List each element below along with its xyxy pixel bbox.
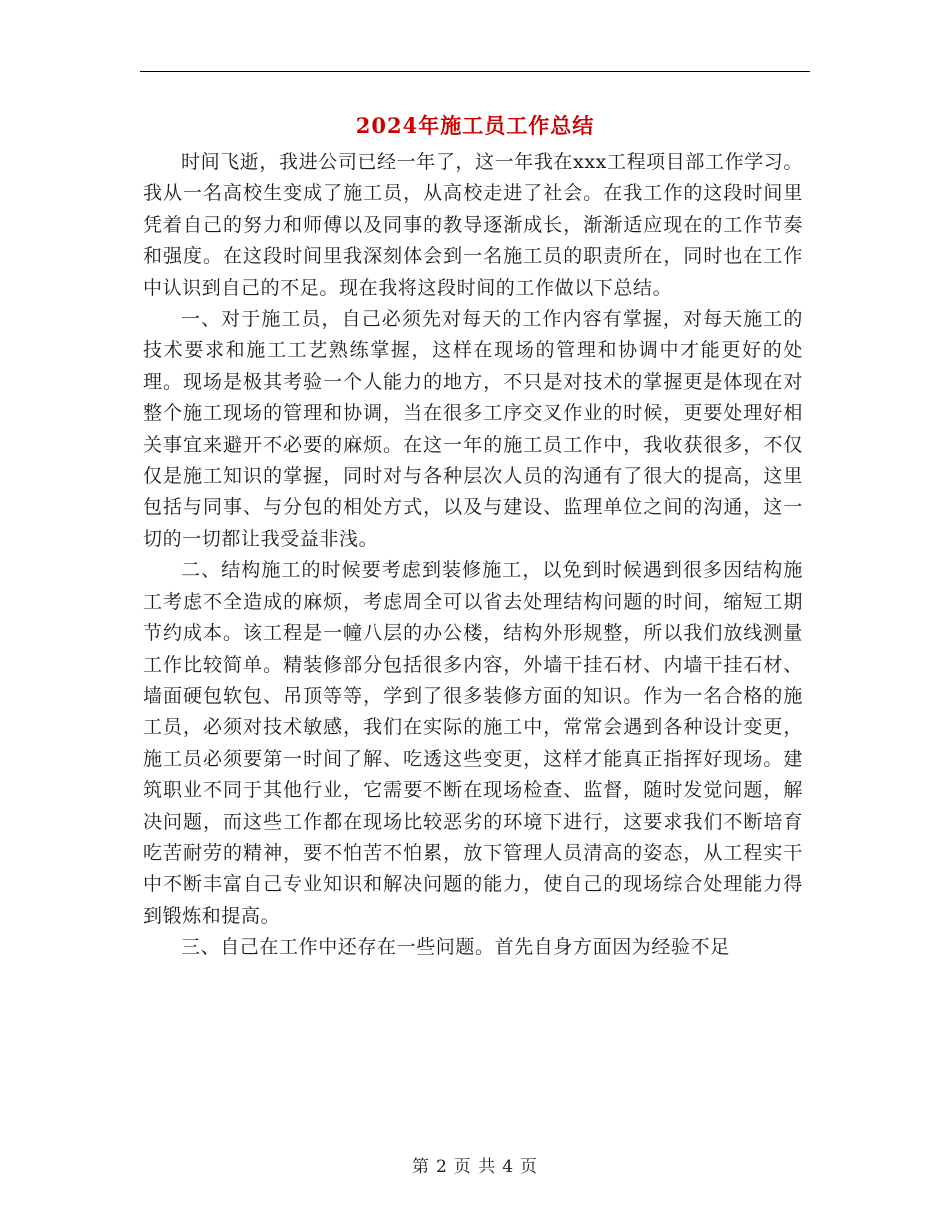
paragraph-section-1: 一、对于施工员，自己必须先对每天的工作内容有掌握，对每天施工的技术要求和施工工艺熟练掌握，这样在现场的管理和协调中才能更好的处理。现场是极其考验一个人能力的地方，不只是对技术的掌握更是体现在对整个施工现场的管理和协调，当在很多工序交叉作业的时候，更要处理好相关事宜来避开不必要的麻烦。在这一年的施工员工作中，我收获很多，不仅仅是施工知识的掌握，同时对与各种层次人员的沟通有了很大的提高，这里包括与同事、与分包的相处方式，以及与建设、监理单位之间的沟通，这一切的一切都让我受益非浅。 (143, 308, 803, 550)
paragraph-section-2: 二、结构施工的时候要考虑到装修施工，以免到时候遇到很多因结构施工考虑不全造成的麻烦，考虑周全可以省去处理结构问题的时间，缩短工期节约成本。该工程是一幢八层的办公楼，结构外形规整，所以我们放线测量工作比较简单。精装修部分包括很多内容，外墙干挂石材、内墙干挂石材、墙面硬包软包、吊顶等等，学到了很多装修方面的知识。作为一名合格的施工员，必须对技术敏感，我们在实际的施工中，常常会遇到各种设计变更，施工员必须要第一时间了解、吃透这些变更，这样才能真正指挥好现场。建筑职业不同于其他行业，它需要不断在现场检查、监督，随时发觉问题，解决问题，而这些工作都在现场比较恶劣的环境下进行，这要求我们不断培育吃苦耐劳的精神，要不怕苦不怕累，放下管理人员清高的姿态，从工程实干中不断丰富自己专业知识和解决问题的能力，使自己的现场综合处理能力得到锻炼和提高。 (143, 559, 803, 927)
paragraph-section-3: 三、自己在工作中还存在一些问题。首先自身方面因为经验不足 (181, 936, 730, 959)
document-title: 2024年施工员工作总结 (355, 113, 595, 138)
footer-prefix: 第 (411, 1157, 430, 1177)
paragraph-intro: 时间飞逝，我进公司已经一年了，这一年我在xxx工程项目部工作学习。我从一名高校生变成了施工员，从高校走进了社会。在我工作的这段时间里凭着自己的努力和师傅以及同事的教导逐渐成长，渐渐适应现在的工作节奏和强度。在这段时间里我深刻体会到一名施工员的职责所在，同时也在工作中认识到自己的不足。现在我将这段时间的工作做以下总结。 (143, 151, 803, 299)
footer-page-number: 2 (435, 1157, 448, 1177)
footer-middle: 页 共 (453, 1157, 497, 1177)
page-footer (0, 1152, 950, 1177)
footer-suffix: 页 (520, 1157, 539, 1177)
header-rule (140, 71, 810, 72)
footer-total-pages: 4 (502, 1157, 515, 1177)
document-body (143, 147, 803, 964)
